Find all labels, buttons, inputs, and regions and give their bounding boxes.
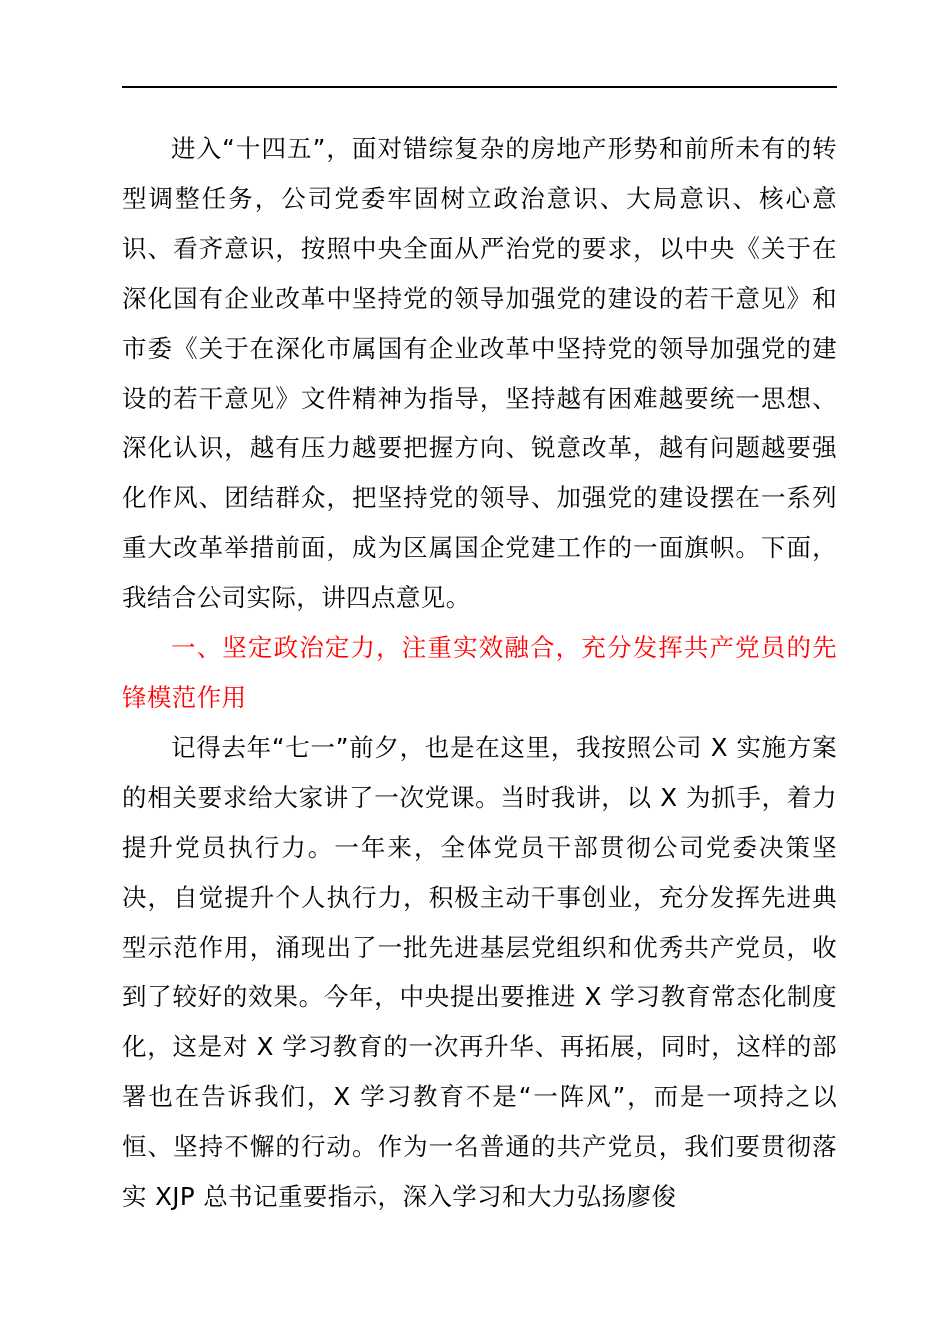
paragraph-section-1: 记得去年“七一”前夕，也是在这里，我按照公司 X 实施方案的相关要求给大家讲了一次党课。当时我讲，以 X 为抓手，着力提升党员执行力。一年来，全体党员干部贯彻公司党委决策坚决，自觉提升个人执行力，积极主动干事创业，充分发挥先进典型示范作用，涌现出了一批先进基层党组织和优秀共产党员，收到了较好的效果。今年，中央提出要推进 X 学习教育常态化制度化，这是对 X 学习教育的一次再升华、再拓展，同时，这样的部署也在告诉我们，X 学习教育不是“一阵风”，而是一项持之以恒、坚持不懈的行动。作为一名普通的共产党员，我们要贯彻落实 XJP 总书记重要指示，深入学习和大力弘扬廖俊 [122,732,837,1212]
section-heading-1: 一、坚定政治定力，注重实效融合，充分发挥共产党员的先锋模范作用 [122,633,837,712]
header-rule [122,86,837,88]
paragraph-intro: 进入“十四五”，面对错综复杂的房地产形势和前所未有的转型调整任务，公司党委牢固树立政治意识、大局意识、核心意识、看齐意识，按照中央全面从严治党的要求，以中央《关于在深化国有企业改革中坚持党的领导加强党的建设的若干意见》和市委《关于在深化市属国有企业改革中坚持党的领导加强党的建设的若干意见》文件精神为指导，坚持越有困难越要统一思想、深化认识，越有压力越要把握方向、锐意改革，越有问题越要强化作风、团结群众，把坚持党的领导、加强党的建设摆在一系列重大改革举措前面，成为区属国企党建工作的一面旗帜。下面，我结合公司实际，讲四点意见。 [122,134,837,613]
document-body [122,124,837,1222]
